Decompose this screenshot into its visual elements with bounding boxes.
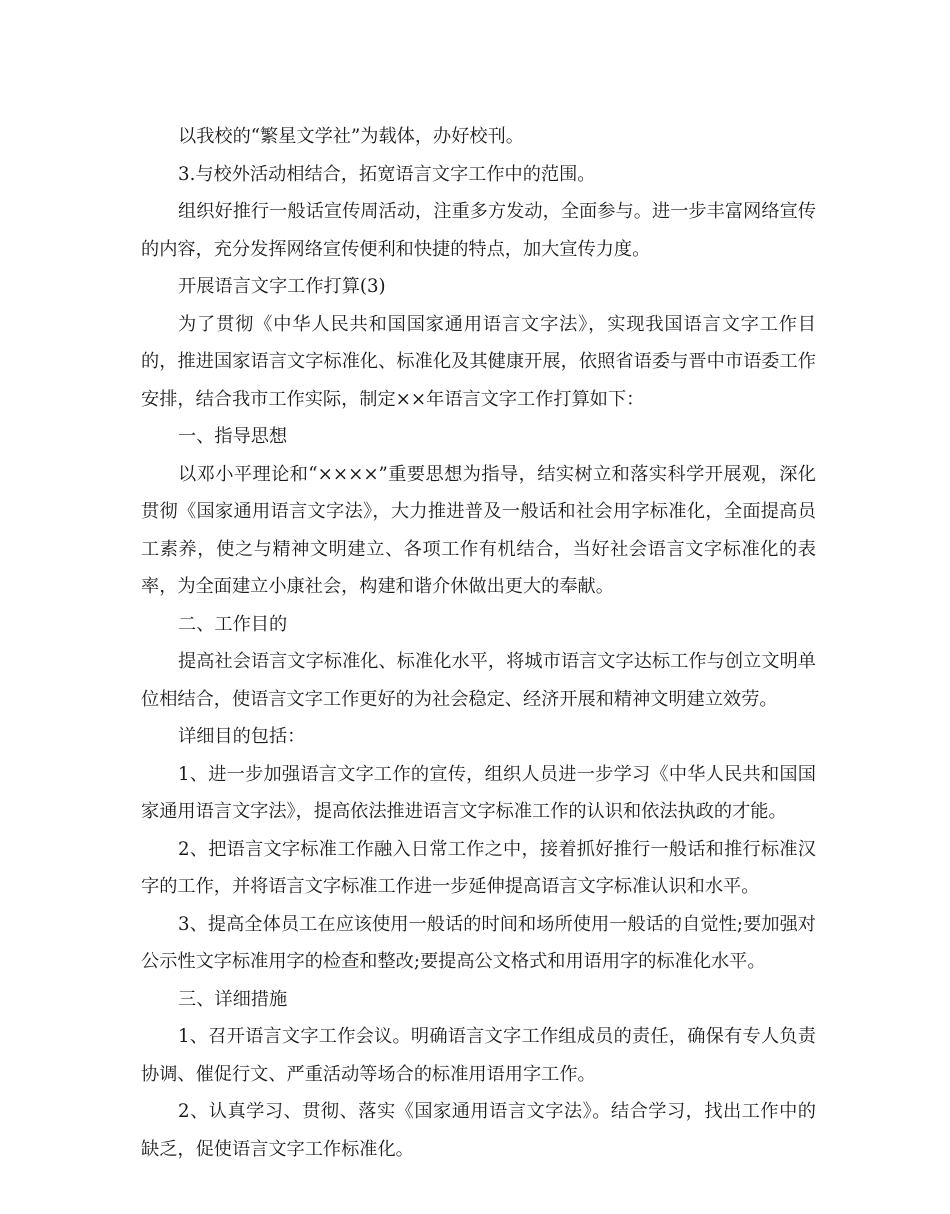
list-item-goal-3: 3、提高全体员工在应该使用一般话的时间和场所使用一般话的自觉性;要加强对公示性文字标准用字的检查和整改;要提高公文格式和用语用字的标准化水平。 [141, 913, 816, 972]
list-item-goal-1: 1、进一步加强语言文字工作的宣传，组织人员进一步学习《中华人民共和国国家通用语言文字法》，提高依法推进语言文字标准工作的认识和依法执政的才能。 [141, 763, 816, 822]
paragraph-introduction: 为了贯彻《中华人民共和国国家通用语言文字法》，实现我国语言文字工作目的，推进国家语言文字标准化、标准化及其健康开展，依照省语委与晋中市语委工作安排，结合我市工作实际，制定××年语言文字工作打算如下： [141, 313, 816, 410]
document-body [141, 118, 816, 1168]
section-heading-guiding-thought: 一、指导思想 [178, 426, 288, 447]
list-item-measure-1: 1、召开语言文字工作会议。明确语言文字工作组成员的责任，确保有专人负责协调、催促行文、严重活动等场合的标准用语用字工作。 [141, 1026, 816, 1085]
paragraph-guiding-thought: 以邓小平理论和“××××”重要思想为指导，结实树立和落实科学开展观，深化贯彻《国家通用语言文字法》，大力推进普及一般话和社会用字标准化，全面提高员工素养，使之与精神文明建立、各项工作有机结合，当好社会语言文字标准化的表率，为全面建立小康社会，构建和谐介休做出更大的奉献。 [141, 463, 816, 597]
paragraph-item-3-outside-activities: 3.与校外活动相结合，拓宽语言文字工作中的范围。 [178, 163, 596, 185]
paragraph-promotion-week: 组织好推行一般话宣传周活动，注重多方发动，全面参与。进一步丰富网络宣传的内容，充分发挥网络宣传便利和快捷的特点，加大宣传力度。 [141, 201, 816, 260]
section-heading-work-goals: 二、工作目的 [178, 613, 288, 635]
paragraph-detailed-goals-intro: 详细目的包括： [178, 726, 306, 747]
list-item-measure-2: 2、认真学习、贯彻、落实《国家通用语言文字法》。结合学习，找出工作中的缺乏，促使语言文字工作标准化。 [141, 1101, 816, 1160]
paragraph-carrier-journal: 以我校的“繁星文学社”为载体，办好校刊。 [178, 126, 524, 147]
section-heading-detailed-measures: 三、详细措施 [178, 988, 288, 1010]
paragraph-work-goals: 提高社会语言文字标准化、标准化水平，将城市语言文字达标工作与创立文明单位相结合，使语言文字工作更好的为社会稳定、经济开展和精神文明建立效劳。 [141, 651, 816, 710]
section-heading-plan-3: 开展语言文字工作打算(3) [178, 276, 386, 297]
list-item-goal-2: 2、把语言文字标准工作融入日常工作之中，接着抓好推行一般话和推行标准汉字的工作，并将语言文字标准工作进一步延伸提高语言文字标准认识和水平。 [141, 838, 816, 897]
